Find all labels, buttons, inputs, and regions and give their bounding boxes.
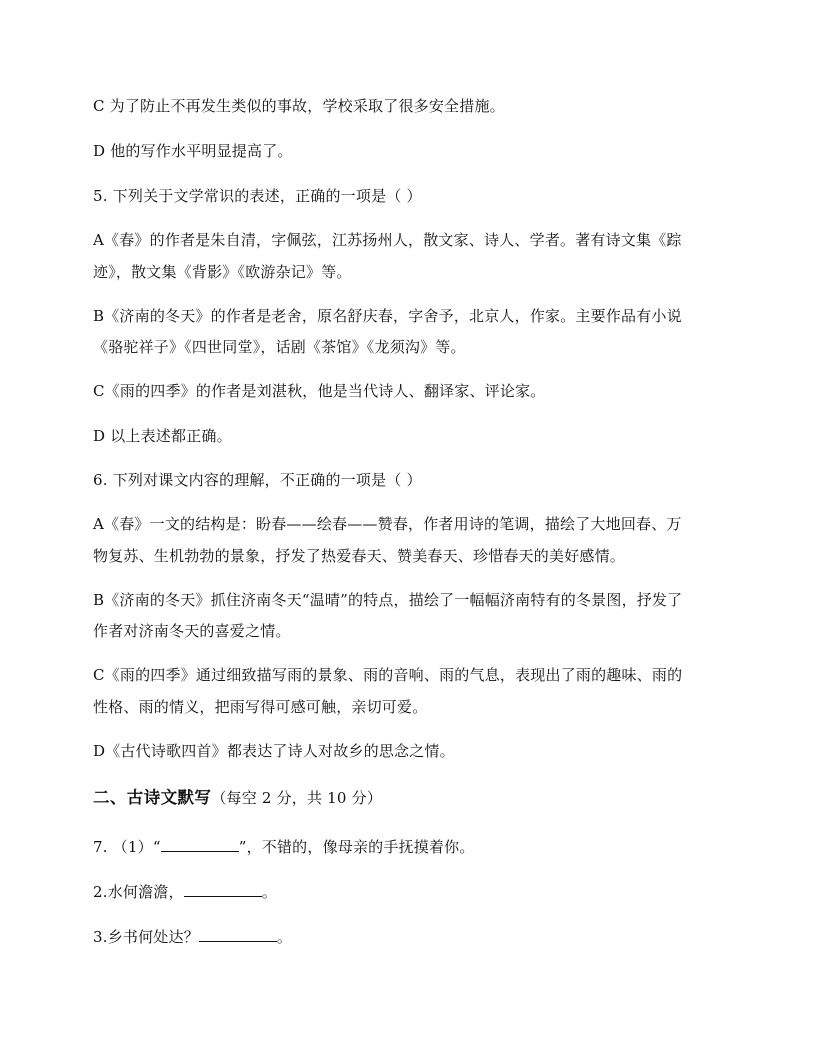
section-heading-title: 二、古诗文默写 xyxy=(93,788,212,807)
q6-option-b-line2: 作者对济南冬天的喜爱之情。 xyxy=(93,622,291,640)
q6-option-a-line2: 物复苏、生机勃勃的景象，抒发了热爱春天、赞美春天、珍惜春天的美好感情。 xyxy=(93,547,626,565)
q5-option-a-line2: 迹》，散文集《背影》《欧游杂记》等。 xyxy=(93,263,352,281)
q5-option-b-line2: 《骆驼祥子》《四世同堂》，话剧《茶馆》《龙须沟》等。 xyxy=(93,338,466,356)
recitation-q7 xyxy=(93,835,475,857)
q6-option-b-line1: B《济南的冬天》抓住济南冬天“温晴”的特点，描绘了一幅幅济南特有的冬景图，抒发了 xyxy=(93,591,683,609)
q5-stem: 5. 下列关于文学常识的表述，正确的一项是（ ） xyxy=(93,187,422,205)
line2-suffix: 。 xyxy=(261,883,277,901)
q6-option-a-line1: A《春》一文的结构是：盼春——绘春——赞春，作者用诗的笔调，描绘了大地回春、万 xyxy=(93,515,682,533)
line3-suffix: 。 xyxy=(276,928,293,946)
q5-option-a-line1: A《春》的作者是朱自清，字佩弦，江苏扬州人，散文家、诗人、学者。著有诗文集《踪 xyxy=(93,231,682,249)
q5-option-c: C《雨的四季》的作者是刘湛秋，他是当代诗人、翻译家、评论家。 xyxy=(93,382,546,400)
section-heading xyxy=(93,788,382,808)
q6-option-c-line1: C《雨的四季》通过细致描写雨的景象、雨的音响、雨的气息，表现出了雨的趣味、雨的 xyxy=(93,666,683,684)
line3-prefix: 3.乡书何处达？ xyxy=(93,928,199,946)
q4-option-d: D 他的写作水平明显提高了。 xyxy=(93,142,293,160)
q6-option-d: D《古代诗歌四首》都表达了诗人对故乡的思念之情。 xyxy=(93,742,455,760)
line2-answer-blank[interactable] xyxy=(184,880,262,897)
recitation-line3 xyxy=(93,925,292,947)
q7-answer-blank[interactable] xyxy=(161,835,239,852)
q4-option-c: C 为了防止不再发生类似的事故，学校采取了很多安全措施。 xyxy=(93,97,505,115)
q5-option-b-line1: B《济南的冬天》的作者是老舍，原名舒庆春，字舍予，北京人，作家。主要作品有小说 xyxy=(93,307,682,325)
q6-option-c-line2: 性格、雨的情义，把雨写得可感可触，亲切可爱。 xyxy=(93,698,428,716)
q7-prefix: 7. （1）“ xyxy=(93,838,161,856)
section-heading-points: （每空 2 分，共 10 分） xyxy=(211,789,383,807)
recitation-line2 xyxy=(93,880,277,902)
line2-prefix: 2.水何澹澹， xyxy=(93,883,184,901)
q7-suffix: ”，不错的，像母亲的手抚摸着你。 xyxy=(238,838,475,856)
q6-stem: 6. 下列对课文内容的理解，不正确的一项是（ ） xyxy=(93,471,422,489)
line3-answer-blank[interactable] xyxy=(199,925,277,942)
q5-option-d: D 以上表述都正确。 xyxy=(93,427,232,445)
